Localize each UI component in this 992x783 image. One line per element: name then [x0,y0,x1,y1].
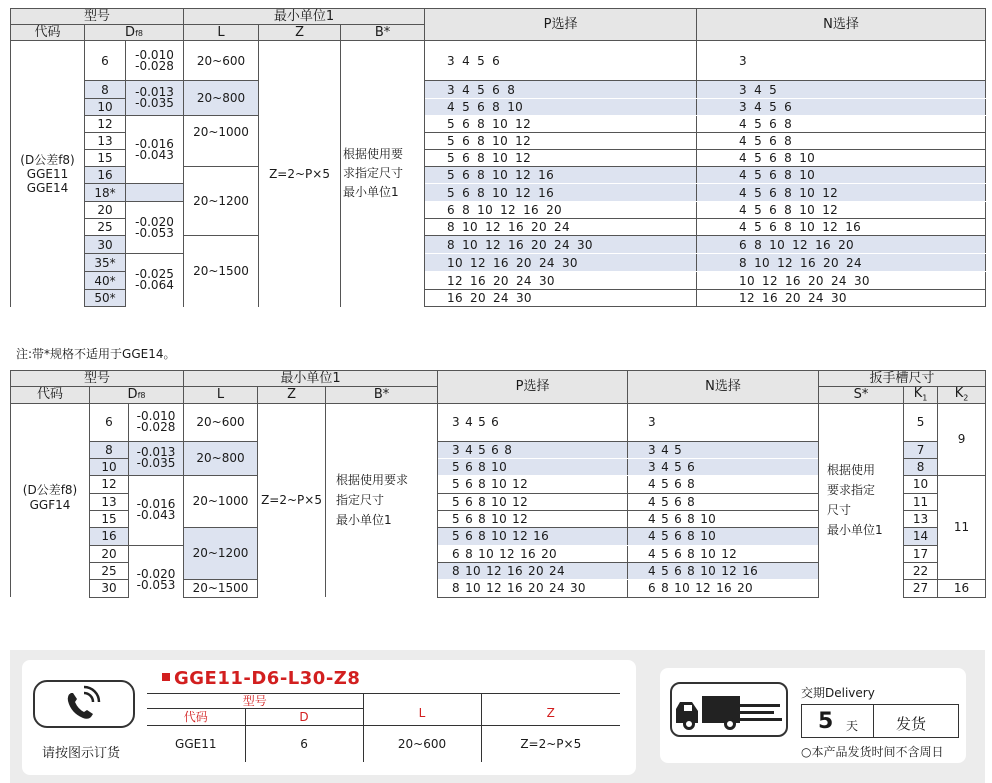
order-header-code: 代码 [147,709,245,726]
delivery-unit: 天 [846,719,859,733]
k2-value: 9 [938,403,986,475]
delivery-note: ○本产品发货时间不含周日 [801,745,944,759]
n-select-cell: 8 10 12 16 20 24 [697,254,986,272]
header-model: 型号 [11,371,184,387]
p-select-cell: 5 6 8 10 [438,458,628,475]
header-code: 代码 [11,387,90,404]
n-select-cell: 4 5 6 8 [628,493,819,510]
p-select-cell: 4 5 6 8 10 [425,99,697,116]
d-value: 10 [85,99,126,116]
order-header-z: Z [481,694,620,726]
tolerance-cell: -0.013 -0.035 [126,81,184,116]
p-select-cell: 8 10 12 16 20 24 30 [425,236,697,254]
p-select-cell: 16 20 24 30 [425,290,697,307]
tolerance-cell: -0.025 -0.064 [126,254,184,307]
n-select-cell: 3 4 5 6 [697,99,986,116]
order-value-z: Z=2~P×5 [481,726,620,762]
tolerance-cell [126,184,184,202]
order-value-d: 6 [245,726,363,762]
order-example-table [147,693,620,762]
header-p-select: P选择 [425,9,697,41]
l-range: 20~600 [184,403,258,441]
k2-value: 16 [938,579,986,597]
d-value: 40* [85,272,126,290]
d-value: 12 [85,116,126,133]
code-cell: (D公差f8) GGE11 GGE14 [11,41,85,307]
b-cell: 根据使用要求 指定尺寸 最小单位1 [326,403,438,597]
k1-value: 7 [904,441,938,458]
n-select-cell: 4 5 6 8 [697,133,986,150]
k2-value: 11 [938,475,986,579]
header-k2: $K_2$ [938,387,986,404]
footnote: 注:带*规格不适用于GGE14。 [16,347,176,361]
l-range: 20~1500 [184,236,259,307]
header-l: L [184,25,259,41]
p-select-cell: 5 6 8 10 12 [425,133,697,150]
n-select-cell: 4 5 6 8 10 12 16 [628,562,819,579]
delivery-truck-box [670,682,788,737]
k1-value: 13 [904,510,938,527]
header-code: 代码 [11,25,85,41]
n-select-cell: 4 5 6 8 10 12 [697,184,986,202]
d-value: 10 [90,458,129,475]
d-value: 30 [85,236,126,254]
order-header-d: D [245,709,363,726]
n-select-cell: 4 5 6 8 10 [697,150,986,167]
n-select-cell: 4 5 6 8 10 [628,527,819,545]
l-range: 20~1200 [184,527,258,579]
header-min-unit: 最小单位1 [184,9,425,25]
d-value: 20 [90,545,129,562]
header-b: B* [341,25,425,41]
l-range: 20~600 [184,41,259,81]
n-select-cell: 4 5 6 8 10 12 [697,202,986,219]
k1-value: 10 [904,475,938,493]
divider [873,705,874,737]
spec-table-ggf [10,370,986,598]
header-l: L [184,387,258,404]
d-value: 12 [90,475,129,493]
p-select-cell: 5 6 8 10 12 [438,510,628,527]
order-header-model: 型号 [147,694,363,709]
n-select-cell: 6 8 10 12 16 20 [628,579,819,597]
d-value: 16 [85,167,126,184]
p-select-cell: 10 12 16 20 24 30 [425,254,697,272]
header-k1: $K_1$ [904,387,938,404]
l-range: 20~1000 [184,116,259,167]
order-header-l: L [363,694,481,726]
l-range: 20~800 [184,441,258,475]
header-s: S* [819,387,904,404]
delivery-ship-label: 发货 [896,715,927,733]
tolerance-cell: -0.013 -0.035 [129,441,184,475]
n-select-cell: 4 5 6 8 [628,475,819,493]
b-cell: 根据使用要 求指定尺寸 最小单位1 [341,41,425,307]
truck-icon [672,684,786,735]
p-select-cell: 5 6 8 10 12 16 [425,184,697,202]
k1-value: 8 [904,458,938,475]
k1-value: 14 [904,527,938,545]
header-d: Df8 [85,25,184,41]
k1-value: 5 [904,403,938,441]
header-b: B* [326,387,438,404]
l-range: 20~800 [184,81,259,116]
n-select-cell: 10 12 16 20 24 30 [697,272,986,290]
d-value: 13 [90,493,129,510]
d-value: 18* [85,184,126,202]
phone-label: 请按图示订货 [42,746,121,761]
n-select-cell: 6 8 10 12 16 20 [697,236,986,254]
bullet-square-icon [162,673,170,681]
p-select-cell: 5 6 8 10 12 [425,116,697,133]
k1-value: 27 [904,579,938,597]
tolerance-cell: -0.010 -0.028 [129,403,184,441]
p-select-cell: 5 6 8 10 12 [438,475,628,493]
n-select-cell: 4 5 6 8 10 12 16 [697,219,986,236]
k1-value: 22 [904,562,938,579]
header-d: Df8 [90,387,184,404]
phone-icon [35,682,133,726]
p-select-cell: 5 6 8 10 12 [425,150,697,167]
tolerance-cell: -0.020 -0.053 [129,545,184,597]
p-select-cell: 3 4 5 6 8 [425,81,697,99]
d-value: 25 [85,219,126,236]
order-value-code: GGE11 [175,736,217,751]
p-select-cell: 3 4 5 6 [438,403,628,441]
d-value: 25 [90,562,129,579]
p-select-cell: 3 4 5 6 8 [438,441,628,458]
n-select-cell: 3 [628,403,819,441]
z-cell: Z=2~P×5 [259,41,341,307]
l-range: 20~1000 [184,475,258,527]
header-z: Z [259,25,341,41]
p-select-cell: 8 10 12 16 20 24 [425,219,697,236]
n-select-cell: 3 4 5 [628,441,819,458]
n-select-cell: 3 4 5 [697,81,986,99]
z-cell: Z=2~P×5 [258,403,326,597]
circle-icon: ○ [801,745,812,759]
n-select-cell: 3 4 5 6 [628,458,819,475]
l-range: 20~1200 [184,167,259,236]
header-wrench: 扳手槽尺寸 [819,371,986,387]
l-range: 20~1500 [184,579,258,597]
model-code-title: GGE11-D6-L30-Z8 [162,668,360,689]
header-p-select: P选择 [438,371,628,404]
tolerance-cell: -0.016 -0.043 [126,116,184,184]
d-value: 16 [90,527,129,545]
tolerance-cell: -0.020 -0.053 [126,202,184,254]
p-select-cell: 8 10 12 16 20 24 [438,562,628,579]
tolerance-cell: -0.010 -0.028 [126,41,184,81]
n-select-cell: 12 16 20 24 30 [697,290,986,307]
header-model: 型号 [11,9,184,25]
d-value: 30 [90,579,129,597]
d-value: 13 [85,133,126,150]
header-min-unit: 最小单位1 [184,371,438,387]
header-n-select: N选择 [697,9,986,41]
d-value: 35* [85,254,126,272]
phone-contact-button[interactable] [33,680,135,728]
d-value: 8 [90,441,129,458]
d-value: 15 [90,510,129,527]
n-select-cell: 3 [697,41,986,81]
code-cell: (D公差f8) GGF14 [11,403,90,597]
d-value: 50* [85,290,126,307]
d-value: 15 [85,150,126,167]
order-value-l: 20~600 [363,726,481,762]
k1-value: 17 [904,545,938,562]
p-select-cell: 8 10 12 16 20 24 30 [438,579,628,597]
p-select-cell: 5 6 8 10 12 [438,493,628,510]
n-select-cell: 4 5 6 8 [697,116,986,133]
spec-table-gge [10,8,986,307]
p-select-cell: 6 8 10 12 16 20 [425,202,697,219]
p-select-cell: 3 4 5 6 [425,41,697,81]
header-z: Z [258,387,326,404]
d-value: 6 [90,403,129,441]
p-select-cell: 6 8 10 12 16 20 [438,545,628,562]
s-cell: 根据使用 要求指定 尺寸 最小单位1 [819,403,904,597]
delivery-days-box [801,704,959,738]
d-value: 20 [85,202,126,219]
k1-value: 11 [904,493,938,510]
n-select-cell: 4 5 6 8 10 [697,167,986,184]
d-value: 8 [85,81,126,99]
delivery-days: 5 [818,709,834,734]
d-value: 6 [85,41,126,81]
delivery-title: 交期Delivery [801,686,875,700]
tolerance-cell: -0.016 -0.043 [129,475,184,545]
header-n-select: N选择 [628,371,819,404]
p-select-cell: 5 6 8 10 12 16 [438,527,628,545]
n-select-cell: 4 5 6 8 10 12 [628,545,819,562]
n-select-cell: 4 5 6 8 10 [628,510,819,527]
p-select-cell: 5 6 8 10 12 16 [425,167,697,184]
p-select-cell: 12 16 20 24 30 [425,272,697,290]
